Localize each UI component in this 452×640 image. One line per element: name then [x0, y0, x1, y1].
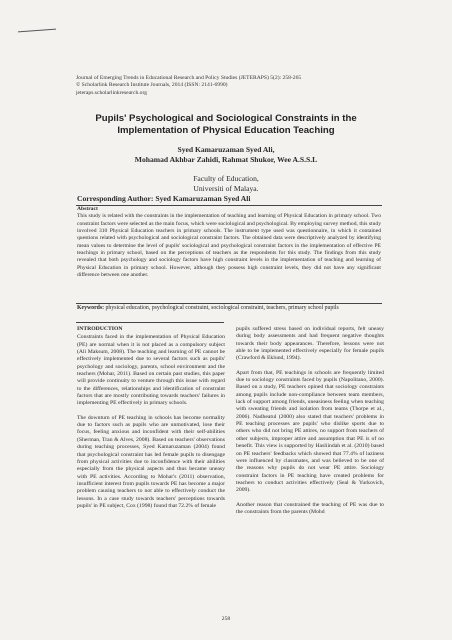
right-paragraph-1: pupils suffered stress based on individual reports, felt uneasy during body assessments and had frequent negative thoughts towards their body appearances. Therefore, lessons were not able to be implemented effectively especially for female pupils (Crawford & Eklund, 1994). — [236, 326, 384, 362]
journal-copyright: © Scholarlink Research Institute Journals, 2014 (ISSN: 2141-6990) — [76, 82, 228, 89]
affiliation — [60, 174, 392, 194]
journal-citation: Journal of Emerging Trends in Educational Research and Policy Studies (JETERAPS) 5(2): 258-265 — [76, 75, 302, 81]
keywords-text: physical education, psychological constraint, sociological constraint, teachers, primary school pupils — [105, 305, 339, 311]
affiliation-line-1: Faculty of Education, — [193, 174, 259, 183]
journal-url: jeteraps.scholarlinkresearch.org — [76, 89, 148, 96]
abstract-section — [77, 206, 381, 279]
keywords-section — [77, 305, 381, 312]
affiliation-line-2: Universiti of Malaya. — [193, 184, 259, 193]
left-column — [77, 326, 225, 517]
intro-heading-rule — [76, 322, 224, 323]
page-number: 258 — [221, 616, 231, 622]
abstract-text: This study is related with the constraints in the implementation of teaching and learning of Physical Education in primary school. Two constraint factors were selected as the main focus, which were sociological and psychological. By employing survey method, this study involved 310 Physical Education teachers in primary schools. The instrument type used was questionnaire, in which it contained questions related with psychological and sociological constraint factors. The obtained data were descriptively analyzed by identifying mean values to determine the level of pupils' sociological and psychological constraint factors in the implementation of effective PE teachings in primary school, based on the perceptions of teachers as the respondents for this study. The findings from this study revealed that both psychology and sociology factors have high constraint levels in the implementation of teaching and learning of Physical Education in primary school. However, although they possess high constraint levels, they did not have any significant difference between one another. — [77, 213, 381, 279]
right-paragraph-3: Another reason that constrained the teaching of PE was due to the constraints from the parents (Mohd — [236, 501, 384, 515]
right-paragraph-2: Apart from that, PE teachings in schools are frequently limited due to sociology constraints faced by pupils (Napolitano, 2000). Based on a study, PE teachers opined that sociology constraints among pupils include non-compliance between team members, lack of support among friends, uneasiness feeling when teaching with sweating friends and isolation from teams (Thorpe et al., 2006). Nadheatul (2000) also stated that teachers' problems in PE teaching processes are pupils' who dislike sports due to others who did not bring PE attires, no support from teachers of other subjects, improper attire and assumption that PE is of no benefit. This view is supported by Hasliindah et al. (2010) based on PE teachers' feedbacks which showed that 77.4% of laziness were influenced by classmates, and was believed to be one of the reasons why pupils do not wear PE attire. Sociology constraint factors in PE teaching have created problems for teachers to conduct activities effectively (Seal & Yurkovich, 2009). — [236, 369, 384, 494]
paper-title: Pupils' Psychological and Sociological Constraints in the Implementation of Physical Education Teaching — [95, 113, 357, 136]
journal-header — [76, 75, 396, 97]
abstract-bottom-rule — [76, 303, 382, 304]
section-heading-introduction: INTRODUCTION — [77, 326, 123, 332]
right-column — [236, 326, 384, 523]
left-paragraph-2: The downturn of PE teaching in schools has become normality due to factors such as pupils who are unmotivated, lose their focus, feeling anxious and inconfident with their self-abilities (Sherman, Tran & Alves, 2008). Based on teachers' observations during teaching processes, Syed Kamaruzaman (2004) found that psychological constraint has led female pupils to disengage from physical activities due to inconfidence with their abilities especially from the physical aspects and thus became uneasy with PE activities. According to Mohar's (2011) observation, insufficient interest from pupils towards PE has become a major problem causing teachers to not able to effectively conduct the lessons. In a case study towards teachers' perceptions towards pupils' in PE subject, Cox (1998) found that 72.2% of female — [77, 414, 225, 509]
abstract-label: Abstract — [77, 206, 98, 212]
author-line-1: Syed Kamaruzaman Syed Ali, — [177, 145, 275, 154]
author-list — [60, 145, 392, 165]
left-paragraph-1: Constraints faced in the implementation of Physical Education (PE) are normal when it is not placed as a compulsory subject (Ali Maksum, 2008). The teaching and learning of PE cannot be effectively implemented due to several factors such as pupils' psychology and sociology, parents, school environment and the teachers (Mohar, 2011). Based on certain past studies, this paper will provide continuity to venture through this issue with regard to the differences, relationships and identification of constraint factors that are mostly contributing towards teachers' failures in implementing PE effectively in primary schools. — [77, 334, 225, 407]
pen-mark — [18, 29, 56, 33]
author-line-2: Mohamad Akhbar Zahidi, Rahmat Shukor, Wee A.S.S.L — [134, 155, 318, 164]
keywords-label: Keywords: — [77, 305, 105, 311]
corresponding-author: Corresponding Author: Syed Kamaruzaman Syed Ali — [77, 194, 251, 203]
